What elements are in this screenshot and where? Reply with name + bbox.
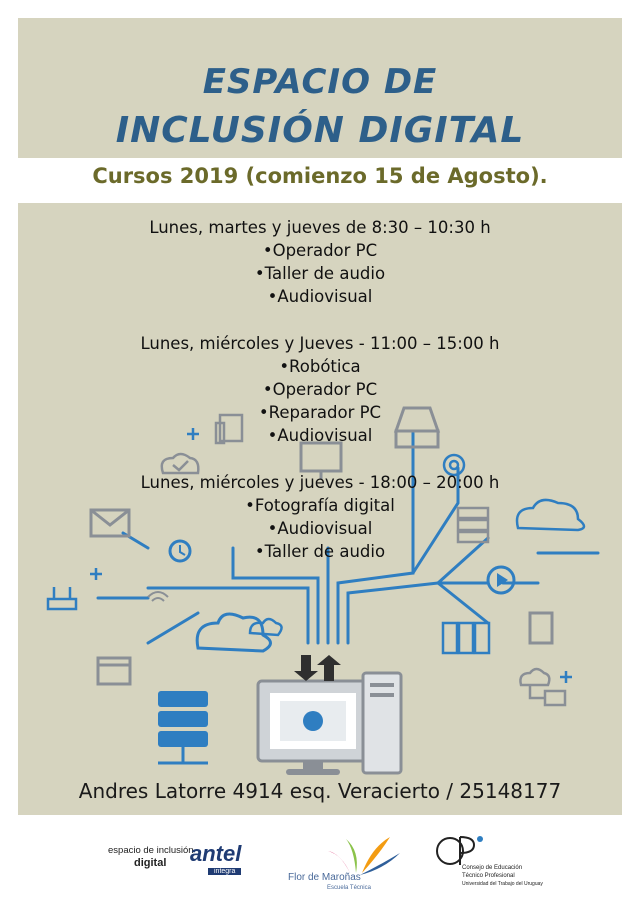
schedule-header: Lunes, martes y jueves de 8:30 – 10:30 h: [149, 218, 491, 237]
file-servers-icon: [443, 623, 489, 653]
cetp-line-3: Universidad del Trabajo del Uruguay: [462, 881, 543, 887]
antel-logo-sub: integra: [208, 868, 241, 875]
course-item: •Operador PC: [262, 380, 378, 399]
browser-window-icon: [98, 658, 130, 684]
computer-monitor-icon: [258, 681, 368, 775]
course-item: •Audiovisual: [267, 287, 373, 306]
flor-de-maronas-sub: Escuela Técnica: [327, 885, 371, 891]
flor-de-maronas-logo-icon: [320, 833, 404, 877]
connector-line: [348, 583, 488, 643]
cetp-logo-icon: [430, 829, 490, 869]
schedule-block-morning: [18, 216, 622, 308]
cloud-laptop-icon: [520, 669, 565, 705]
connector-line: [438, 583, 488, 623]
antel-logo: antel: [190, 841, 242, 866]
cloud-small-icon: [250, 619, 282, 635]
course-item: •Fotografía digital: [245, 496, 395, 515]
wifi-icon: [148, 592, 168, 601]
tablet-icon: [530, 613, 552, 643]
schedule-header: Lunes, miércoles y jueves - 18:00 – 20:00 h: [140, 473, 500, 492]
course-item: •Reparador PC: [258, 403, 382, 422]
flor-de-maronas-name: Flor de Maroñas: [288, 872, 361, 883]
schedule-block-evening: [18, 471, 622, 563]
course-item: •Robótica: [279, 357, 361, 376]
cetp-line-1: Consejo de Educación: [462, 865, 523, 871]
cetp-line-2: Técnico Profesional: [462, 873, 515, 879]
course-item: •Taller de audio: [254, 264, 386, 283]
schedule-list: [18, 216, 622, 587]
router-icon: [48, 587, 76, 609]
server-stack-icon: [158, 691, 208, 763]
course-item: •Audiovisual: [267, 426, 373, 445]
title-line-1: ESPACIO DE: [202, 62, 438, 102]
address-phone: Andres Latorre 4914 esq. Veracierto / 25148177: [78, 779, 562, 803]
schedule-header: Lunes, miércoles y Jueves - 11:00 – 15:00 h: [140, 334, 500, 353]
sponsor-footer: [0, 815, 640, 905]
title-line-2: INCLUSIÓN DIGITAL: [115, 110, 525, 151]
schedule-block-midday: [18, 332, 622, 447]
courses-heading: Cursos 2019 (comienzo 15 de Agosto).: [92, 164, 548, 188]
espacio-logo-text: espacio de inclusión: [108, 845, 194, 856]
course-item: •Audiovisual: [267, 519, 373, 538]
computer-tower-icon: [363, 673, 401, 773]
course-item: •Operador PC: [262, 241, 378, 260]
course-item: •Taller de audio: [254, 542, 386, 561]
title-banner: [18, 18, 622, 158]
connector-line: [148, 613, 198, 643]
transfer-arrows-icon: [294, 655, 341, 681]
schedule-panel: [18, 203, 622, 815]
espacio-logo-digital: digital: [134, 857, 167, 869]
